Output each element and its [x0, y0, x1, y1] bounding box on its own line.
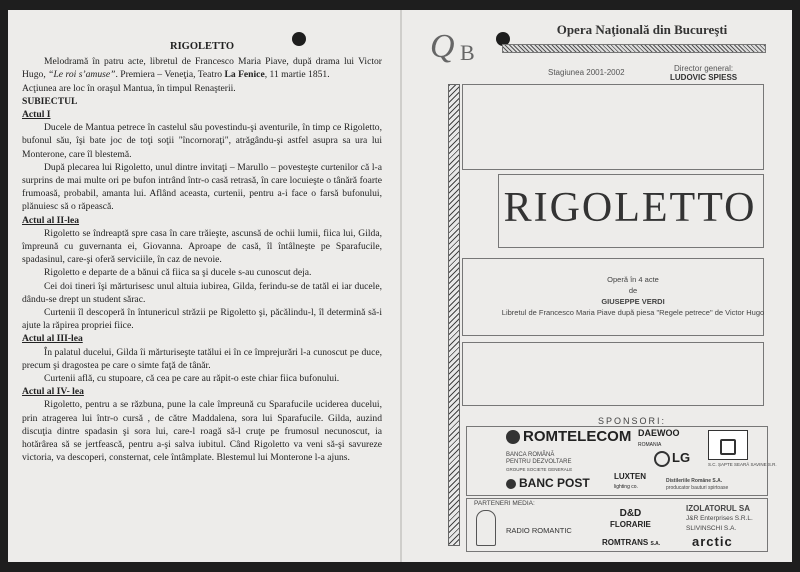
opera-logo: Q B [430, 28, 475, 65]
frame-top [462, 84, 764, 170]
act1-heading: Actul I [22, 109, 51, 121]
frame-empty [462, 342, 764, 406]
media-partners-label: PARTENERI MEDIA: [474, 500, 535, 507]
act4-paragraph-1: Rigoletto, pentru a se răzbuna, pune la cale împreună cu Sparafucile uciderea ducelui, prin atragerea lui într-o cursă , de către Maddalena, sora lui Sparafucile. Gilda, auzind discuţia dintre spadasin şi sora lui, care-l roagă să-l cruţe pe frumosul necunoscut, ia hotărârea să se jertfească, pentru a-şi salva iubitul. Când Rigoletto va veni să-şi savureze victoria, va descoperi, consternat, cele întâmplate. Blestemul lui Monterone l-a ajuns. [22, 399, 382, 464]
distilerii-logo: Distileriile Române S.A. producator bauturi spirtoase [666, 478, 729, 491]
sponsors-label: SPONSORI: [598, 416, 667, 426]
act2-paragraph-3: Cei doi tineri îşi mărturisesc unul altuia iubirea, Gilda, ferindu-se de tatăl ei iar ducele, dându-se drept un student sărac. [22, 280, 382, 305]
romtelecom-logo: ROMTELECOM [506, 428, 631, 445]
season-label: Stagiunea 2001-2002 [548, 68, 625, 77]
radio-romantic-label: RADIO ROMANTIC [506, 526, 572, 535]
arctic-logo: arctic [692, 534, 733, 549]
dd-florarie-logo: D&D FLORARIE [610, 508, 651, 529]
act1-paragraph-1: Ducele de Mantua petrece în castelul său povestindu-şi aventurile, în timp ce Rigoletto, bufonul său, îşi bate joc de toţi soţii "încornoraţi", atrăgându-şi astfel asupra sa ura lui Monterone, care îl blestemă. [22, 122, 382, 160]
lg-logo: LG [654, 450, 690, 467]
synopsis-title: RIGOLETTO [170, 41, 234, 52]
cover-page [402, 10, 792, 562]
bancpost-icon [506, 479, 516, 489]
act3-paragraph-2: Curtenii află, cu stupoare, că cea pe care au răpit-o este chiar fiica bufonului. [44, 373, 340, 385]
act4-heading: Actul al IV- lea [22, 386, 84, 398]
decorative-band [502, 44, 766, 53]
sapte-seri-label: S.C. ȘAPTE SEARĂ SAVINE S.R. [708, 462, 777, 467]
sapte-seri-emblem [708, 430, 748, 460]
sapte-seri-icon [720, 439, 736, 455]
intro-paragraph: Melodramă în patru acte, libretul de Francesco Maria Piave, după drama lui Victor Hugo, “Le roi s’amuse”. Premiera – Veneţia, Teatro La Fenice, 11 martie 1851. [22, 56, 382, 81]
act2-paragraph-1: Rigoletto se îndreaptă spre casa în care trăieşte, ascunsă de ochii lumii, fiica lui, Gilda, împreună cu guvernanta ei, Giovanna. Aproape de casă, îl întâlneşte pe Sparafucile, spadasinul, care-şi oferă serviciile, în caz de nevoie. [22, 227, 382, 266]
radio-romantic-emblem [476, 510, 496, 546]
action-place: Acţiunea are loc în oraşul Mantua, în timpul Renaşterii. [22, 82, 236, 94]
bancpost-logo: BANC POST [506, 476, 590, 490]
act1-paragraph-2: După plecarea lui Rigoletto, unul dintre invitaţi – Marullo – povesteşte curtenilor că l-a surprins de mai multe ori pe bufon intrând într-o casă retrasă, în care locuieşte o tânără foarte frumoasă, probabil, amanta lui. Aflând aceasta, curtenii, pentru a-i face o farsă bufonului, plănuiesc să o răpească. [22, 161, 382, 213]
romtelecom-icon [506, 430, 520, 444]
act2-paragraph-4: Curtenii îl descoperă în întunericul străzii pe Rigoletto şi, păcălindu-l, îl determină să-i ajute la răpirea propriei fiice. [22, 307, 382, 332]
act3-heading: Actul al III-lea [22, 333, 83, 345]
luxten-logo: LUXTEN lighting co. [614, 472, 646, 490]
subject-heading: SUBIECTUL [22, 95, 78, 107]
lg-icon [654, 451, 670, 467]
daewoo-logo: DAEWOO ROMANIA [638, 428, 680, 448]
opera-house-title: Opera Naţională din Bucureşti [556, 22, 728, 37]
brd-logo: BANCA ROMÂNĂ PENTRU DEZVOLTARE GROUPE SOCIETE GENERALE [506, 452, 573, 472]
decorative-rope-border [448, 84, 460, 546]
program-sheet [8, 10, 792, 562]
izolatorul-logo: IZOLATORUL SA J&R Enterprises S.R.L. SLIVINSCHI S.A. [686, 504, 753, 532]
opera-credits: Operă în 4 acte de GIUSEPPE VERDI Libretul de Francesco Maria Piave după piesa "Regele petrece" de Victor Hugo [501, 275, 765, 317]
act3-paragraph-1: În palatul ducelui, Gilda îi mărturiseşte tatălui ei în ce împrejurări l-a cunoscut pe duce, precum şi dragostea pe care o simte faţă de tânăr. [22, 346, 382, 371]
act2-paragraph-2: Rigoletto e departe de a bănui că fiica sa şi ducele s-au cunoscut deja. [44, 267, 312, 279]
romtrans-logo: ROMTRANS S.A. [602, 538, 661, 547]
synopsis-page [22, 40, 382, 465]
director-info: Director general: LUDOVIC SPIESS [670, 64, 738, 82]
opera-main-title: RIGOLETTO [503, 185, 757, 231]
act2-heading: Actul al II-lea [22, 214, 80, 226]
